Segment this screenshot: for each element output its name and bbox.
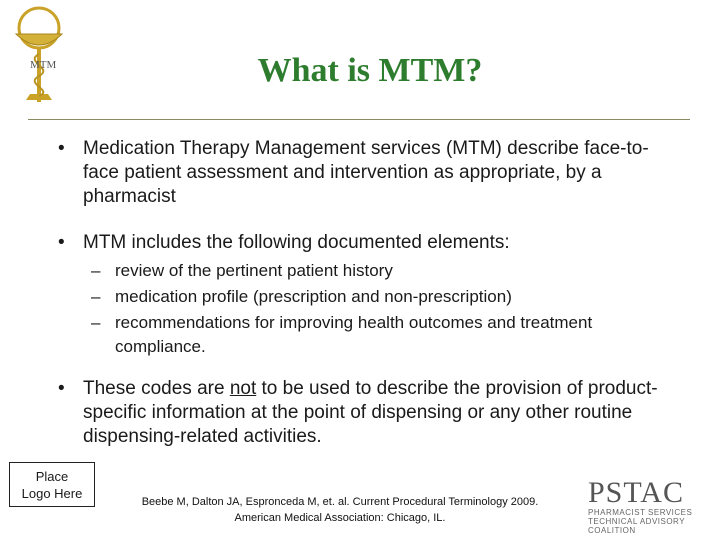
emphasis-not: not <box>229 378 257 399</box>
citation-line: Beebe M, Dalton JA, Espronceda M, et. al. Current Procedural Terminology 2009. <box>141 496 539 508</box>
sub-bullet-text: review of the pertinent patient history <box>115 261 393 280</box>
dash-marker: – <box>91 261 101 280</box>
dash-marker: – <box>91 313 101 332</box>
bullet-text-part: to be used to describe the provision of product-specific information at the point of dispensing or any other routine dispensing-related activities. <box>83 378 658 447</box>
slide-title: What is MTM? <box>257 52 483 89</box>
pstac-tagline: PHARMACIST SERVICES <box>588 508 693 517</box>
logo-placeholder <box>9 462 95 507</box>
placeholder-line: Logo Here <box>21 485 83 501</box>
sub-bullet-text: medication profile (prescription and non-prescription) <box>115 287 512 306</box>
bullet-text <box>83 377 683 449</box>
pstac-logo <box>588 476 696 535</box>
bullet-text: MTM includes the following documented elements: <box>83 232 510 253</box>
title-divider <box>28 119 690 120</box>
mtm-caduceus-logo <box>6 4 72 108</box>
pstac-tagline: TECHNICAL ADVISORY COALITION <box>588 517 685 535</box>
sub-bullet-text: recommendations for improving health outcomes and treatment compliance. <box>115 313 593 356</box>
dash-marker: – <box>91 287 101 306</box>
bullet-marker: • <box>58 378 65 399</box>
placeholder-line: Place <box>35 468 69 484</box>
bullet-marker: • <box>58 232 65 253</box>
bullet-marker: • <box>58 138 65 159</box>
bullet-text-part: These codes are <box>83 378 230 399</box>
logo-letter-m1: MTM <box>30 59 57 71</box>
citation <box>112 494 568 526</box>
bullet-text: Medication Therapy Management services (MTM) describe face-to-face patient assessment and intervention as appropriate, by a pharmacist <box>83 138 649 207</box>
pstac-wordmark: PSTAC <box>588 476 684 509</box>
citation-line: American Medical Association: Chicago, IL. <box>234 512 446 524</box>
